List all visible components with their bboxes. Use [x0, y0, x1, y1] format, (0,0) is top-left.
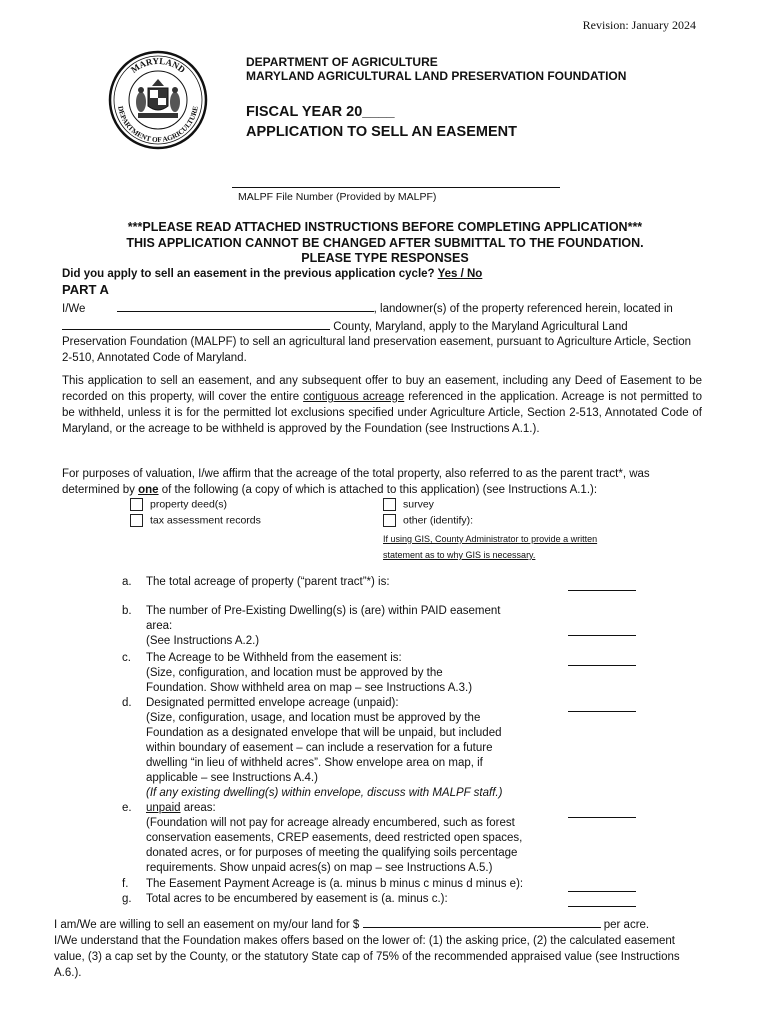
notice-line-3: PLEASE TYPE RESPONSES — [301, 251, 469, 265]
item-c-text — [146, 651, 561, 696]
item-d-line-3: Foundation as a designated envelope that will be unpaid, but included — [146, 727, 502, 739]
file-number-field[interactable] — [232, 187, 560, 188]
option-other[interactable] — [383, 514, 473, 527]
item-d-text — [146, 696, 561, 801]
paragraph-3 — [62, 466, 702, 498]
asking-price-text: I am/We are willing to sell an easement on my/our land for $ — [54, 919, 360, 931]
paragraph-2-part-b: referenced in the application. Acreage is not permitted to be withheld, unless it is for the permitted lot exclusions specified under Agriculture Article, Section 2-513, Annotated Code of Maryland, or the acreage to be withheld is approved by the Foundation (see Instructions A.1.). — [62, 391, 702, 435]
gis-note-line-1: If using GIS, County Administrator to provide a written — [383, 534, 598, 544]
item-b-line-3: (See Instructions A.2.) — [146, 635, 260, 647]
maryland-agriculture-seal — [108, 50, 208, 150]
item-f-letter: f. — [122, 878, 129, 890]
department-line-1: DEPARTMENT OF AGRICULTURE — [246, 55, 438, 69]
paragraph-3-part-b: of the following (a copy of which is attached to this application) (see Instructions A.1.): — [161, 484, 598, 496]
item-e-line-1 — [146, 801, 561, 816]
item-e-answer-field[interactable] — [568, 816, 636, 818]
item-b-line-1: The number of Pre-Existing Dwelling(s) is (are) within PAID easement — [146, 605, 501, 617]
county-field[interactable] — [62, 318, 330, 330]
revision-date: Revision: January 2024 — [582, 18, 696, 32]
tax-assessment-label: tax assessment records — [150, 514, 261, 527]
item-b-answer-field[interactable] — [568, 634, 636, 636]
item-c-line-1: The Acreage to be Withheld from the easement is: — [146, 652, 402, 664]
item-b-text — [146, 604, 561, 649]
item-e-letter: e. — [122, 802, 132, 814]
form-title — [246, 102, 517, 142]
item-g-letter: g. — [122, 893, 132, 905]
survey-checkbox[interactable] — [383, 498, 396, 511]
per-acre-text: per acre. — [603, 919, 650, 931]
paragraph-1: Preservation Foundation (MALPF) to sell an agricultural land preservation easement, pursuant to Agriculture Article, Section 2-510, Annotated Code of Maryland. — [62, 336, 691, 364]
landowner-name-field[interactable] — [117, 300, 374, 312]
option-tax-assessment[interactable] — [130, 514, 261, 527]
fiscal-year: FISCAL YEAR 20____ — [246, 104, 395, 120]
item-f-text: The Easement Payment Acreage is (a. minus b minus c minus d minus e): — [146, 878, 524, 890]
landowner-line — [62, 300, 702, 317]
part-a-heading: PART A — [62, 282, 109, 297]
notice-line-2: THIS APPLICATION CANNOT BE CHANGED AFTER SUBMITTAL TO THE FOUNDATION. — [126, 235, 644, 250]
paragraph-2-part-a: This application to sell an easement, and any subsequent offer to buy an easement, including any Deed of Easement to be recorded on this property, will cover the entire — [62, 375, 702, 403]
survey-label: survey — [403, 498, 434, 511]
department-line-2: MARYLAND AGRICULTURAL LAND PRESERVATION FOUNDATION — [246, 69, 627, 83]
item-d-answer-field[interactable] — [568, 710, 636, 712]
item-c-answer-field[interactable] — [568, 664, 636, 666]
item-e-line-4: donated acres, or for purposes of meeting the qualifying soils percentage — [146, 847, 518, 859]
item-c-letter: c. — [122, 652, 131, 664]
item-g-answer-field[interactable] — [568, 905, 636, 907]
landowner-text: , landowner(s) of the property referenced herein, located in — [373, 303, 673, 315]
one-emphasis: one — [138, 484, 159, 496]
contiguous-acreage-text: contiguous acreage — [303, 391, 405, 403]
county-text: County, Maryland, apply to the Maryland Agricultural Land — [333, 321, 628, 333]
tax-assessment-checkbox[interactable] — [130, 514, 143, 527]
previous-cycle-text: Did you apply to sell an easement in the previous application cycle? — [62, 268, 435, 280]
item-d-line-1: Designated permitted envelope acreage (unpaid): — [146, 697, 399, 709]
other-checkbox[interactable] — [383, 514, 396, 527]
asking-price-line — [54, 916, 714, 933]
item-b-letter: b. — [122, 605, 132, 617]
application-title: APPLICATION TO SELL AN EASEMENT — [246, 124, 517, 140]
other-label: other (identify): — [403, 514, 474, 527]
item-e-unpaid: unpaid — [146, 802, 181, 814]
asking-price-field[interactable] — [363, 916, 601, 928]
department-header — [246, 55, 626, 83]
item-f-answer-field[interactable] — [568, 890, 636, 892]
paragraph-3-part-a: For purposes of valuation, I/we affirm that the acreage of the total property, also referred to as the parent tract*, was determined by — [62, 468, 650, 496]
item-a-text: The total acreage of property (“parent tract”*) is: — [146, 576, 390, 588]
county-line — [62, 318, 702, 335]
item-d-line-5: dwelling “in lieu of withheld acres”. Show envelope area on map, if — [146, 757, 483, 769]
file-number-label: MALPF File Number (Provided by MALPF) — [238, 191, 437, 203]
previous-cycle-answer[interactable]: Yes / No — [437, 268, 483, 280]
item-d-line-6: applicable – see Instructions A.4.) — [146, 772, 318, 784]
item-a-letter: a. — [122, 576, 132, 588]
item-e-line-3: conservation easements, CREP easements, deed restricted open spaces, — [146, 832, 523, 844]
previous-cycle-question — [62, 268, 482, 280]
item-c-line-3: Foundation. Show withheld area on map – see Instructions A.3.) — [146, 682, 473, 694]
iwe-label: I/We — [62, 303, 86, 315]
item-e-line-5: requirements. Show unpaid acres(s) on map – see Instructions A.5.) — [146, 862, 493, 874]
item-e-line-2: (Foundation will not pay for acreage already encumbered, such as forest — [146, 817, 515, 829]
property-deed-label: property deed(s) — [150, 498, 228, 511]
item-d-line-4: within boundary of easement – can include a reservation for a future — [146, 742, 493, 754]
notice-line-1: ***PLEASE READ ATTACHED INSTRUCTIONS BEFORE COMPLETING APPLICATION*** — [127, 220, 643, 234]
svg-text:MARYLAND: MARYLAND — [128, 55, 188, 75]
item-e-text — [146, 801, 561, 876]
item-c-line-2: (Size, configuration, and location must be approved by the — [146, 667, 443, 679]
item-a-answer-field[interactable] — [568, 589, 636, 591]
item-d-letter: d. — [122, 697, 132, 709]
item-d-line-7: (If any existing dwelling(s) within envelope, discuss with MALPF staff.) — [146, 787, 503, 799]
gis-note — [383, 531, 597, 563]
understand-paragraph: I/We understand that the Foundation makes offers based on the lower of: (1) the asking price, (2) the calculated easement value, (3) a cap set by the County, or the statutory State cap of 75% of the recommended appraised value (see Instructions A.6.). — [54, 935, 680, 979]
property-deed-checkbox[interactable] — [130, 498, 143, 511]
gis-note-line-2: statement as to why GIS is necessary. — [383, 550, 536, 560]
item-g-text: Total acres to be encumbered by easement is (a. minus c.): — [146, 893, 448, 905]
paragraph-2 — [62, 373, 702, 437]
item-d-line-2: (Size, configuration, usage, and location must be approved by the — [146, 712, 481, 724]
instructions-notice — [0, 220, 770, 267]
option-property-deed[interactable] — [130, 498, 227, 511]
item-b-line-2: area: — [146, 620, 173, 632]
option-survey[interactable] — [383, 498, 434, 511]
svg-text:DEPARTMENT OF AGRICULTURE: DEPARTMENT OF AGRICULTURE — [116, 105, 200, 145]
item-e-areas: areas: — [183, 802, 216, 814]
